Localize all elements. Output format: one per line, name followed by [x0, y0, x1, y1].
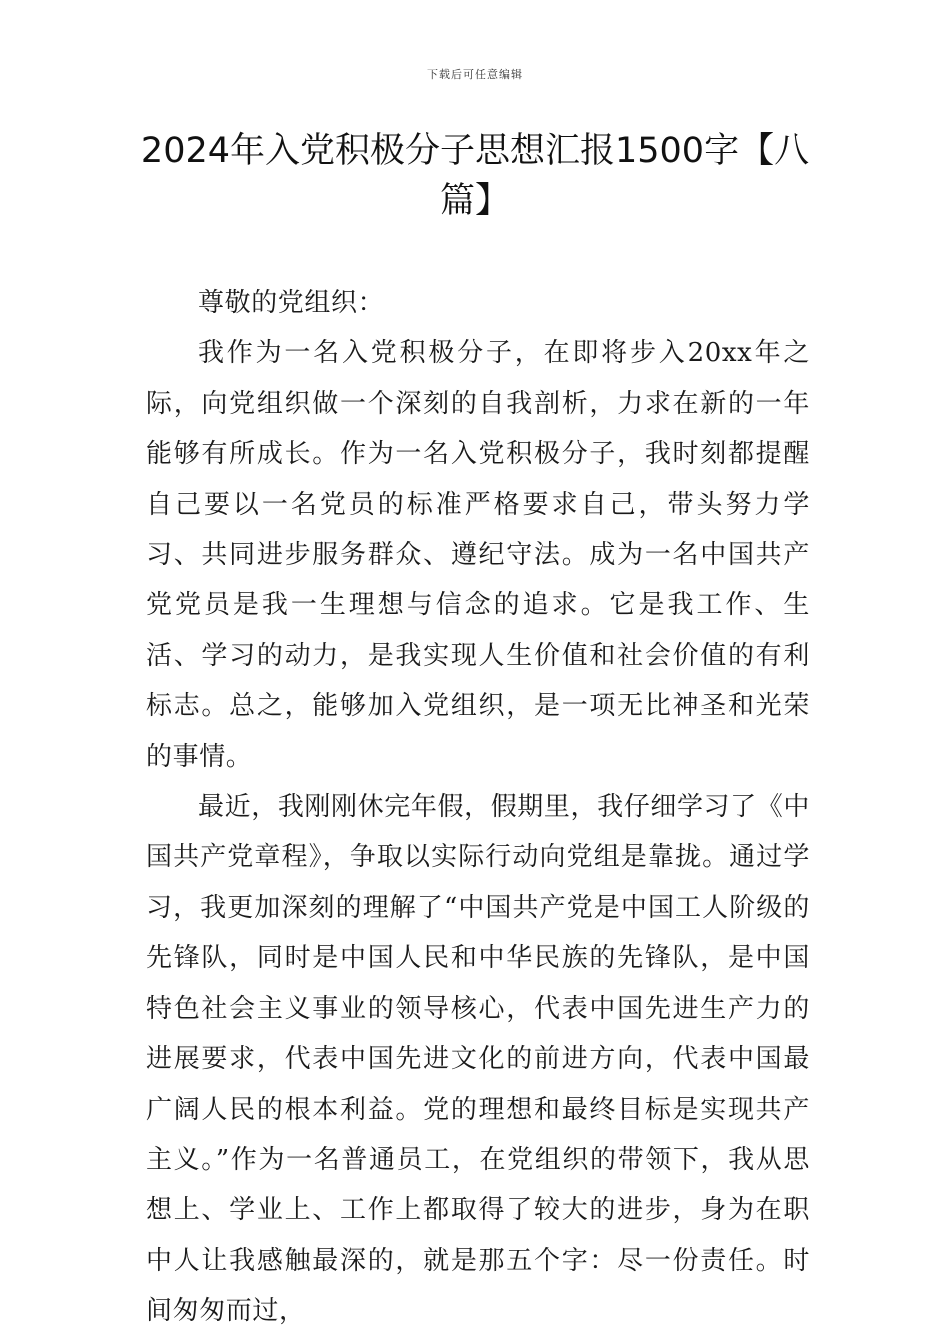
salutation: 尊敬的党组织：: [198, 288, 385, 318]
paragraph-2: 最近，我刚刚休完年假，假期里，我仔细学习了《中国共产党章程》，争取以实际行动向党组是靠拢。通过学习，我更加深刻的理解了“中国共产党是中国工人阶级的先锋队，同时是中国人民和中华民族的先锋队，是中国特色社会主义事业的领导核心，代表中国先进生产力的进展要求，代表中国先进文化的前进方向，代表中国最广阔人民的根本利益。党的理想和最终目标是实现共产主义。”作为一名普通员工，在党组织的带领下，我从思想上、学业上、工作上都取得了较大的进步，身为在职中人让我感触最深的，就是那五个字：尽一份责任。时间匆匆而过，: [146, 792, 810, 1327]
header-note: 下载后可任意编辑: [427, 68, 523, 81]
paragraph-1: 我作为一名入党积极分子，在即将步入20xx年之际，向党组织做一个深刻的自我剖析，力求在新的一年能够有所成长。作为一名入党积极分子，我时刻都提醒自己要以一名党员的标准严格要求自己，带头努力学习、共同进步服务群众、遵纪守法。成为一名中国共产党党员是我一生理想与信念的追求。它是我工作、生活、学习的动力，是我实现人生价值和社会价值的有利标志。总之，能够加入党组织，是一项无比神圣和光荣的事情。: [146, 338, 810, 772]
document-body: [146, 278, 810, 1337]
document-title: 2024年入党积极分子思想汇报1500字【八篇】: [140, 131, 810, 221]
